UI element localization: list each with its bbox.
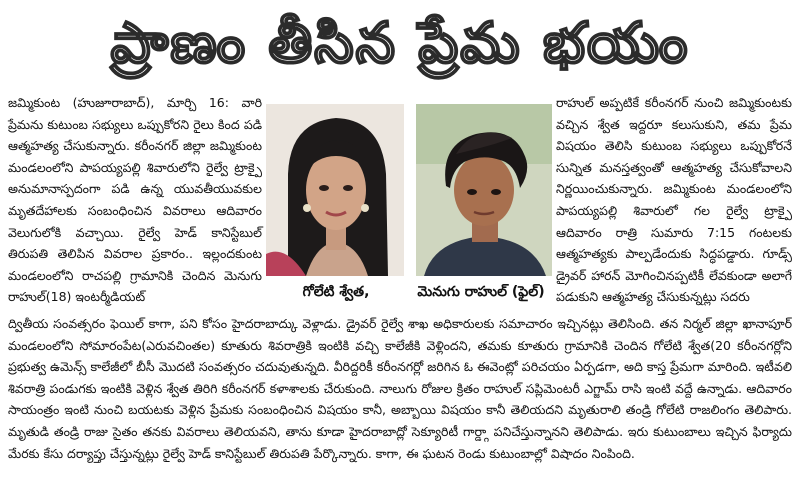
article-text-right: రాహుల్ అప్పటికే కరీంనగర్ నుంచి జమ్మికుంటకు వచ్చిన శ్వేత ఇద్దరూ కలుసుకుని, తమ ప్రేమ విషయం తెలిసి కుటుంబ సభ్యులు ఒప్పుకోరనే సున్నిత మనస్తత్వంతో ఆత్మహత్య చేసుకోవాలని నిర్ణయించుకున్నారు. జమ్మికుంట మండలంలోని పాపయ్యపల్లి శివారులో గల రైల్వే ట్రాక్పై ఆదివారం రాత్రి సుమారు 7:15 గంటలకు ఆత్మహత్యకు పాల్పడేందుకు సిద్ధపడ్డారు. గూడ్స్ డ్రైవర్ హారన్ మోగించినప్పటికీ లేవకుండా అలాగే పడుకుని ఆత్మహత్య చేసుకున్నట్లు సదరు (556, 95, 792, 305)
headline: ప్రాణం తీసిన ప్రేమ భయం (110, 11, 690, 76)
article-text-bottom: ద్వితీయ సంవత్సరం ఫెయిల్ కాగా, పని కోసం హైదరాబాద్కు వెళ్లాడు. డ్రైవర్ రైల్వే శాఖ అధికారులకు సమాచారం ఇచ్చినట్లు తెలిసింది. తన నిర్మల్ జిల్లా ఖానాపూర్ మండలంలోని సోమారంపేట(ఎరువచింతల) కూతురు శివరాత్రికి ఇంటికి వచ్చి కాలేజీకి వెళ్లిందని, తమకు కూతురు గ్రామానికి చెందిన గోలేటి శ్వేత(20 కరీంనగర్లోని ప్రభుత్వ ఉమెన్స్ కాలేజీలో బీసీ మొదటి సంవత్సరం చదువుతున్నది. వీరిద్దరికీ కరీంనగర్లో జరిగిన ఓ ఈవెంట్లో పరిచయం ఏర్పడగా, అది కాస్త ప్రేమగా మారింది. ఇటీవలి శివరాత్రి పండుగకు ఇంటికి వెళ్లిన శ్వేత తిరిగి కరీంనగర్ కళాశాలకు చేరుకుంది. నాలుగు రోజుల క్రితం రాహుల్ సప్లిమెంటరీ ఎగ్జామ్ రాసి ఇంటి వద్దే ఉన్నాడు. ఆదివారం సాయంత్రం ఇంటి నుంచి బయటకు వెళ్లిన ప్రేమకు సంబంధించిన విషయం కానీ, అబ్బాయి విషయం కానీ తెలియదని మృతురాలి తండ్రి గోలేటి రాజలింగం తెలిపారు. మృతుడి తండ్రి రాజు సైతం తనకు వివరాలు తెలియవని, తాను కూడా హైదరాబాద్లో సెక్యూరిటీ గార్డ్గా పనిచేస్తున్నానని తెలిపాడు. ఇరు కుటుంబాలు ఇచ్చిన ఫిర్యాదు మేరకు కేసు దర్యాప్తు చేస్తున్నట్లు రైల్వే హెడ్ కానిస్టేబుల్ తిరుపతి పేర్కొన్నారు. కాగా, ఈ ఘటన రెండు కుటుంబాల్లో విషాదం నింపింది. (8, 316, 792, 461)
article-column-right (556, 92, 792, 310)
photo-boy (416, 104, 552, 276)
photo-girl (266, 104, 404, 276)
article-column-bottom (8, 313, 792, 477)
photo-girl-image (266, 104, 404, 276)
article-column-left (8, 92, 262, 305)
caption-girl: గోలేటి శ్వేత, (302, 284, 370, 300)
photo-boy-image (416, 104, 552, 276)
caption-boy: మెనుగు రాహుల్ (ఫైల్) (417, 284, 545, 300)
article-text-left: జమ్మికుంట (హుజూరాబాద్), మార్చి 16: వారి ప్రేమను కుటుంబ సభ్యులు ఒప్పుకోరని రైలు కింద పడి ఆత్మహత్య చేసుకున్నారు. కరీంనగర్ జిల్లా జమ్మికుంట మండలంలోని పాపయ్యపల్లి శివారులోని రైల్వే ట్రాక్పై అనుమానాస్పదంగా పడి ఉన్న యువతీయువకుల మృతదేహాలకు సంబంధించిన వివరాలు ఆదివారం వెలుగులోకి వచ్చాయి. రైల్వే హెడ్ కానిస్టేబుల్ తిరుపతి తెలిపిన వివరాల ప్రకారం.. ఇల్లందకుంట మండలంలోని రాచపల్లి గ్రామానికి చెందిన మెనుగు రాహుల్(18) ఇంటర్మీడియట్ (8, 95, 262, 305)
